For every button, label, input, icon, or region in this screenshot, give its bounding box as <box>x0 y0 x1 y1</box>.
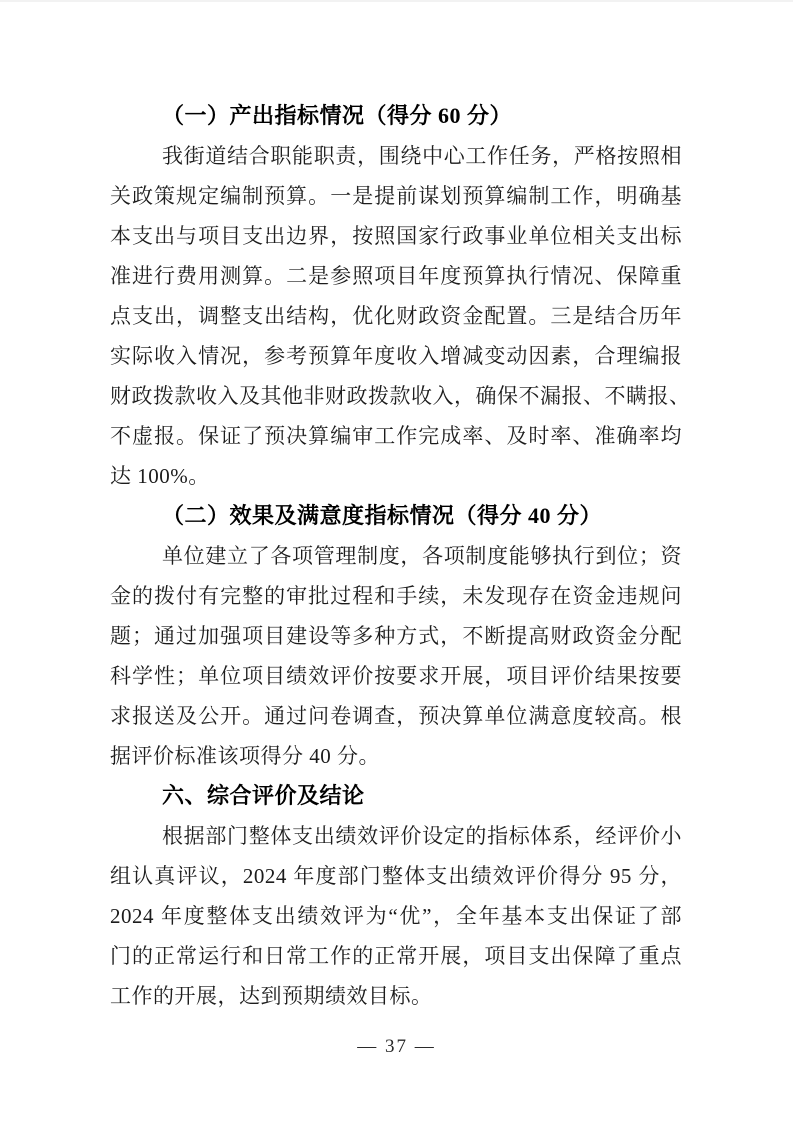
page-number: — 37 — <box>357 1036 436 1057</box>
paragraph-line: 门的正常运行和日常工作的正常开展，项目支出保障了重点 <box>110 944 682 968</box>
paragraph-line: 点支出，调整支出结构，优化财政资金配置。三是结合历年 <box>110 304 682 328</box>
paragraph-line: 组认真评议，2024 年度部门整体支出绩效评价得分 95 分， <box>110 864 682 888</box>
paragraph-line: 准进行费用测算。二是参照项目年度预算执行情况、保障重 <box>110 264 682 288</box>
heading-line: 六、综合评价及结论 <box>162 783 365 808</box>
paragraph-line: 我街道结合职能职责，围绕中心工作任务，严格按照相 <box>162 144 682 168</box>
heading-line: （一）产出指标情况（得分 60 分） <box>162 103 513 128</box>
paragraph-line: 科学性；单位项目绩效评价按要求开展，项目评价结果按要 <box>110 664 682 688</box>
paragraph-line: 达 100%。 <box>110 464 210 488</box>
paragraph-line: 题；通过加强项目建设等多种方式，不断提高财政资金分配 <box>110 624 682 648</box>
paragraph-line: 财政拨款收入及其他非财政拨款收入，确保不漏报、不瞒报、 <box>110 384 691 408</box>
paragraph-line: 不虚报。保证了预决算编审工作完成率、及时率、准确率均 <box>110 424 682 448</box>
paragraph-line: 实际收入情况，参考预算年度收入增减变动因素，合理编报 <box>110 344 682 368</box>
page-top-edge <box>0 0 793 2</box>
paragraph-line: 根据部门整体支出绩效评价设定的指标体系，经评价小 <box>162 824 682 848</box>
paragraph-line: 求报送及公开。通过问卷调查，预决算单位满意度较高。根 <box>110 704 682 728</box>
paragraph-line: 关政策规定编制预算。一是提前谋划预算编制工作，明确基 <box>110 184 682 208</box>
paragraph-line: 工作的开展，达到预期绩效目标。 <box>110 984 433 1008</box>
paragraph-line: 据评价标准该项得分 40 分。 <box>110 744 380 768</box>
paragraph-line: 金的拨付有完整的审批过程和手续，未发现存在资金违规问 <box>110 584 682 608</box>
document-blocks <box>110 96 691 1016</box>
paragraph-line: 2024 年度整体支出绩效评为“优”，全年基本支出保证了部 <box>110 904 682 928</box>
paragraph-line: 本支出与项目支出边界，按照国家行政事业单位相关支出标 <box>110 224 682 248</box>
paragraph-line: 单位建立了各项管理制度，各项制度能够执行到位；资 <box>162 544 682 568</box>
heading-line: （二）效果及满意度指标情况（得分 40 分） <box>162 503 603 528</box>
